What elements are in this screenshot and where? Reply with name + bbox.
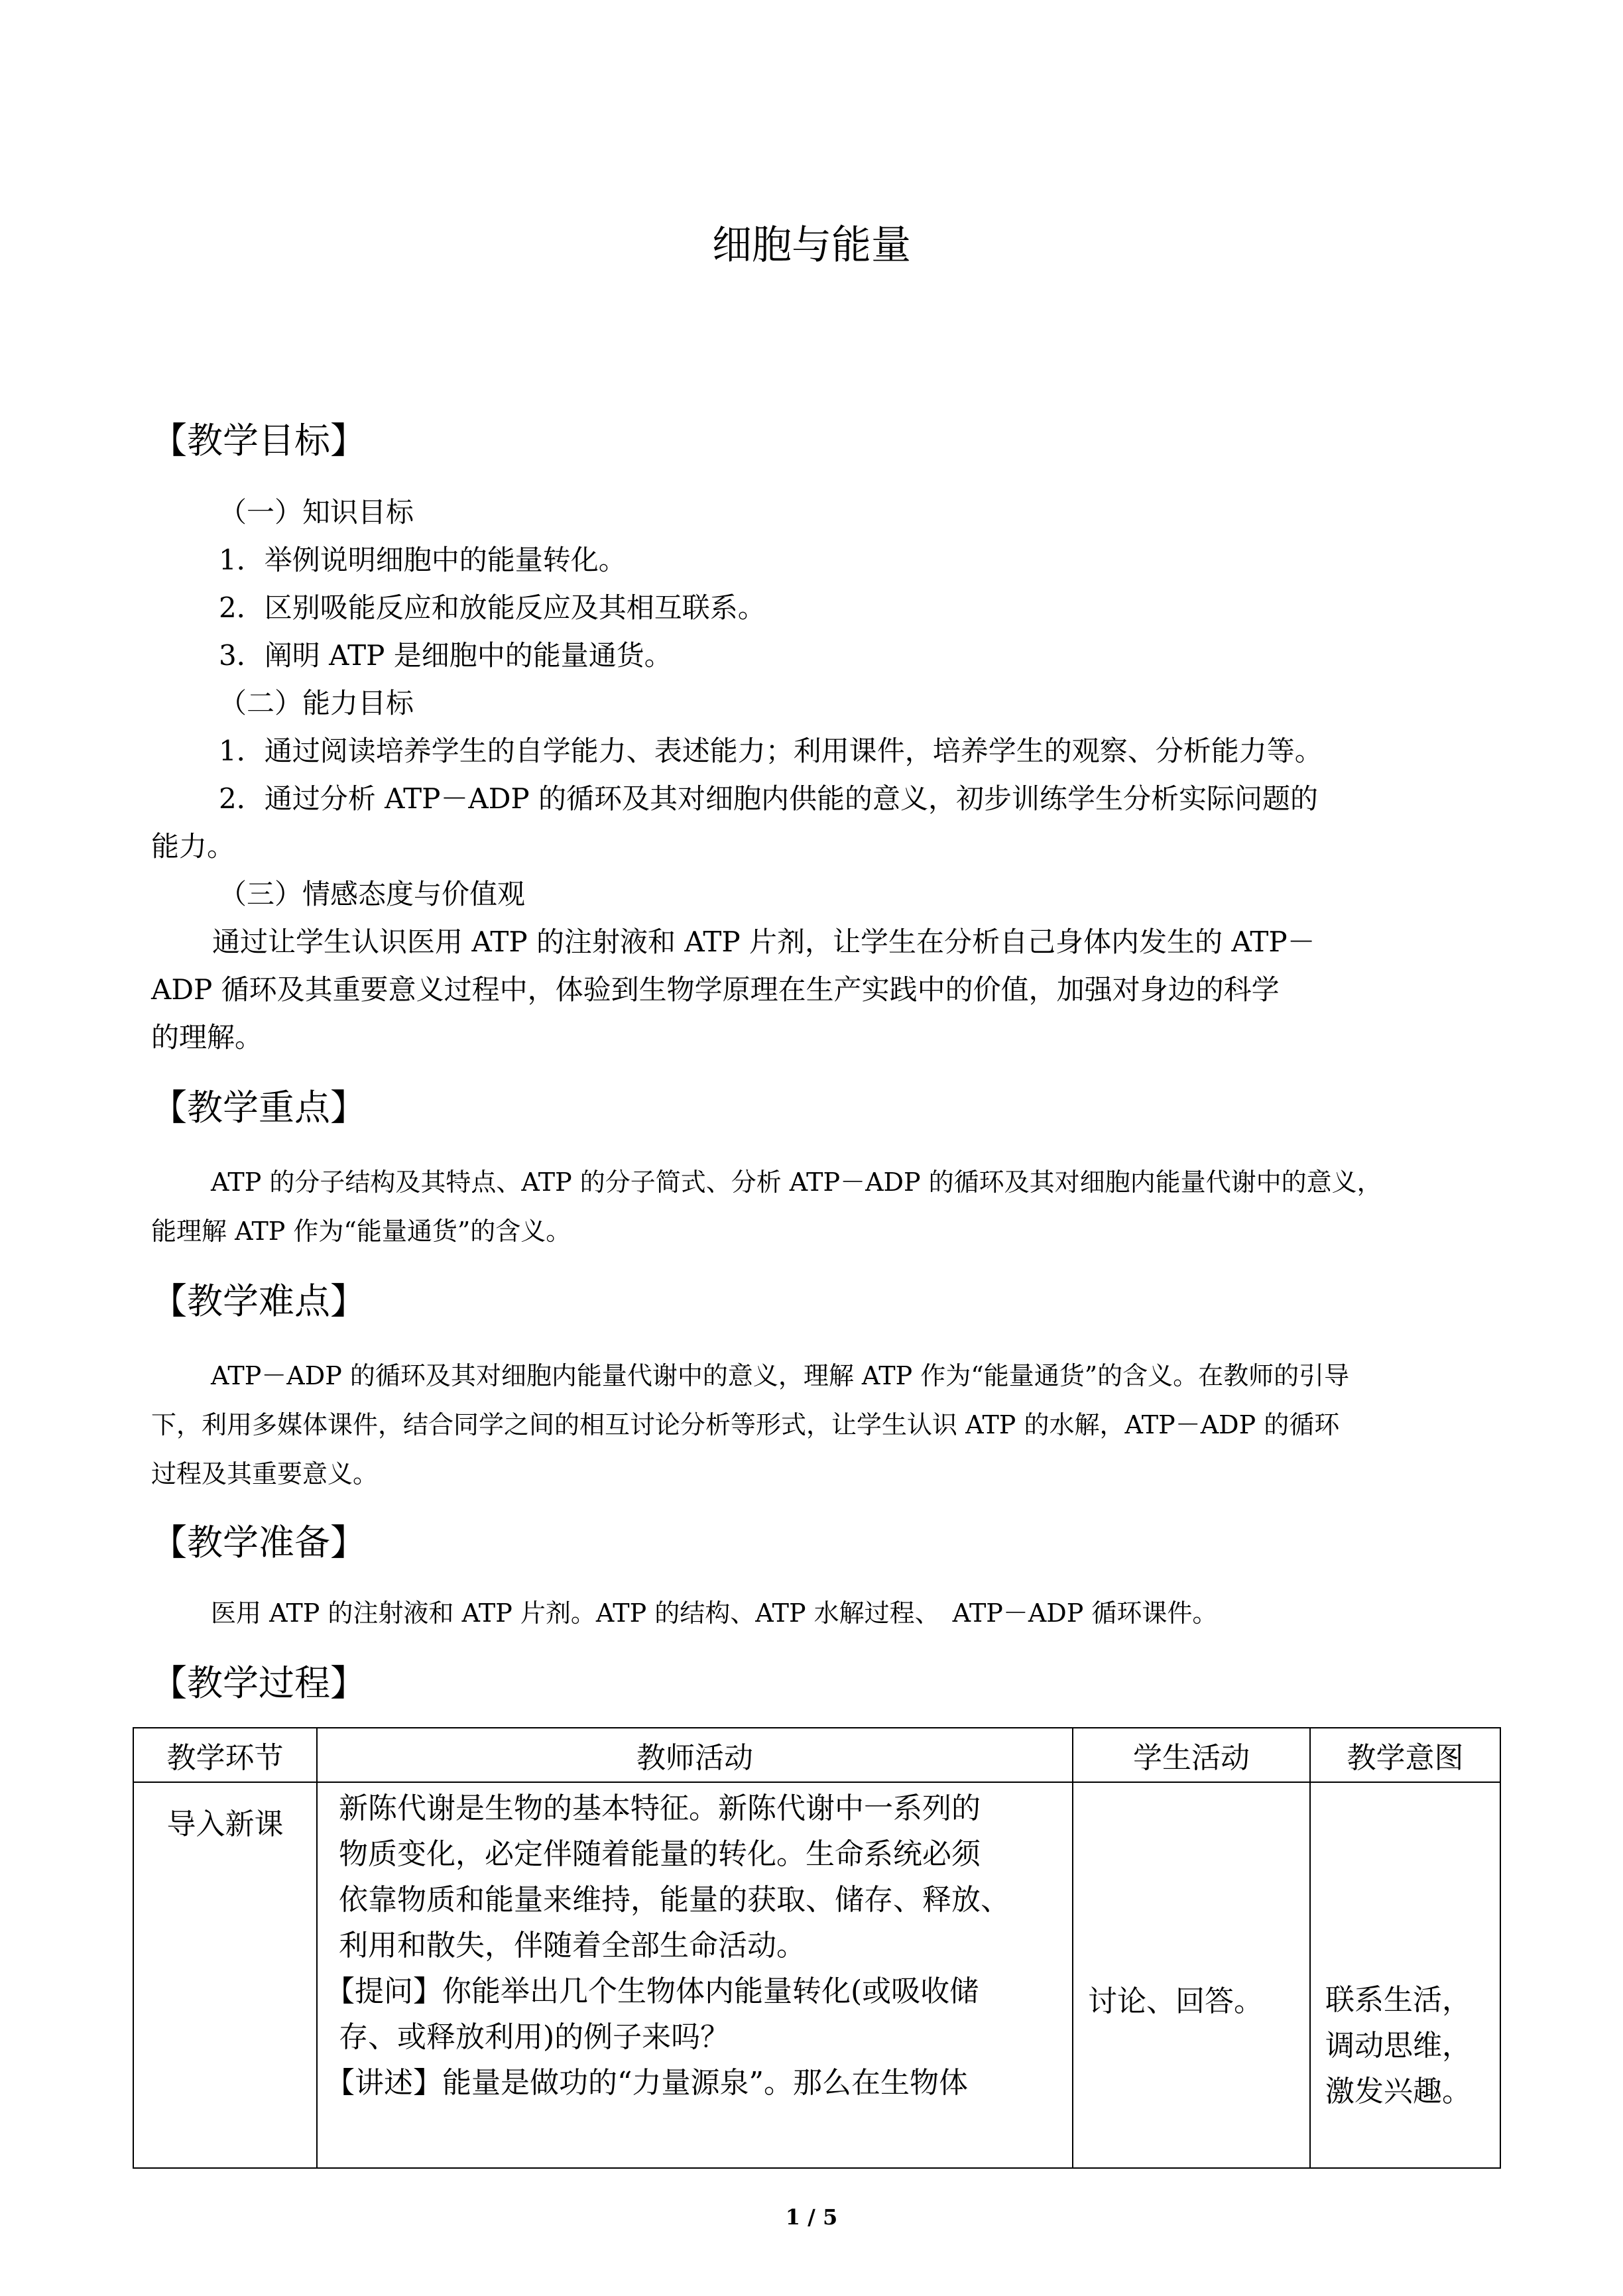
knowledge-item: 1．举例说明细胞中的能量转化。	[219, 544, 627, 576]
ability-item-cont: 能力。	[151, 830, 235, 863]
difficult-points-heading: 【教学难点】	[151, 1280, 366, 1322]
intent-line: 联系生活，	[1325, 1983, 1471, 2017]
preparation-text: 医用 ATP 的注射液和 ATP 片剂。ATP 的结构、ATP 水解过程、 ATP－ADP 循环课件。	[211, 1599, 1218, 1628]
teacher-line: 新陈代谢是生物的基本特征。新陈代谢中一系列的	[339, 1791, 981, 1825]
emotion-text: ADP 循环及其重要意义过程中，体验到生物学原理在生产实践中的价值，加强对身边的科学	[151, 973, 1280, 1006]
emotion-text: 通过让学生认识医用 ATP 的注射液和 ATP 片剂，让学生在分析自己身体内发生的 ATP－	[212, 926, 1315, 958]
stage-cell: 导入新课	[133, 1782, 317, 2168]
knowledge-title: （一）知识目标	[219, 496, 414, 528]
column-header: 教师活动	[317, 1728, 1073, 1782]
teacher-line: 【提问】你能举出几个生物体内能量转化(或吸收储	[326, 1974, 979, 2008]
teacher-line: 存、或释放利用)的例子来吗？	[339, 2020, 730, 2054]
process-heading: 【教学过程】	[151, 1662, 366, 1704]
key-points-text: 能理解 ATP 作为“能量通货”的含义。	[151, 1217, 571, 1246]
column-header: 教学环节	[133, 1728, 317, 1782]
knowledge-item: 3．阐明 ATP 是细胞中的能量通货。	[219, 639, 672, 672]
ability-title: （二）能力目标	[219, 687, 414, 719]
teacher-line: 物质变化，必定伴随着能量的转化。生命系统必须	[339, 1837, 981, 1871]
difficult-points-text: ATP－ADP 的循环及其对细胞内能量代谢中的意义，理解 ATP 作为“能量通货”的含义。在教师的引导	[211, 1361, 1350, 1390]
teacher-line: 【讲述】能量是做功的“力量源泉”。那么在生物体	[326, 2066, 968, 2100]
emotion-text: 的理解。	[151, 1021, 263, 1054]
ability-item: 1．通过阅读培养学生的自学能力、表述能力；利用课件，培养学生的观察、分析能力等。	[219, 735, 1323, 767]
table-row	[133, 1782, 1500, 2168]
student-activity-cell: 讨论、回答。	[1073, 1782, 1310, 2168]
knowledge-item: 2．区别吸能反应和放能反应及其相互联系。	[219, 591, 766, 624]
key-points-text: ATP 的分子结构及其特点、ATP 的分子简式、分析 ATP－ADP 的循环及其对细胞内能量代谢中的意义，	[211, 1168, 1382, 1197]
teacher-activity-cell	[317, 1782, 1073, 2168]
process-table	[133, 1727, 1501, 2169]
ability-item: 2．通过分析 ATP－ADP 的循环及其对细胞内供能的意义，初步训练学生分析实际问题的	[219, 782, 1318, 815]
page-title: 细胞与能量	[712, 222, 911, 269]
page-number: 1 / 5	[785, 2205, 838, 2230]
teacher-line: 依靠物质和能量来维持，能量的获取、储存、释放、	[339, 1883, 1010, 1917]
column-header: 学生活动	[1073, 1728, 1310, 1782]
objectives-heading: 【教学目标】	[151, 420, 366, 461]
intent-line: 调动思维，	[1325, 2029, 1471, 2063]
difficult-points-text: 过程及其重要意义。	[151, 1459, 379, 1488]
key-points-heading: 【教学重点】	[151, 1087, 366, 1128]
preparation-heading: 【教学准备】	[151, 1522, 366, 1563]
difficult-points-text: 下，利用多媒体课件，结合同学之间的相互讨论分析等形式，让学生认识 ATP 的水解，ATP－ADP 的循环	[151, 1410, 1340, 1439]
table-header-row	[133, 1728, 1500, 1782]
teaching-intent-cell	[1310, 1782, 1500, 2168]
teacher-line: 利用和散失，伴随着全部生命活动。	[339, 1929, 806, 1963]
intent-line: 激发兴趣。	[1325, 2075, 1471, 2108]
emotion-title: （三）情感态度与价值观	[219, 878, 526, 910]
column-header: 教学意图	[1310, 1728, 1500, 1782]
